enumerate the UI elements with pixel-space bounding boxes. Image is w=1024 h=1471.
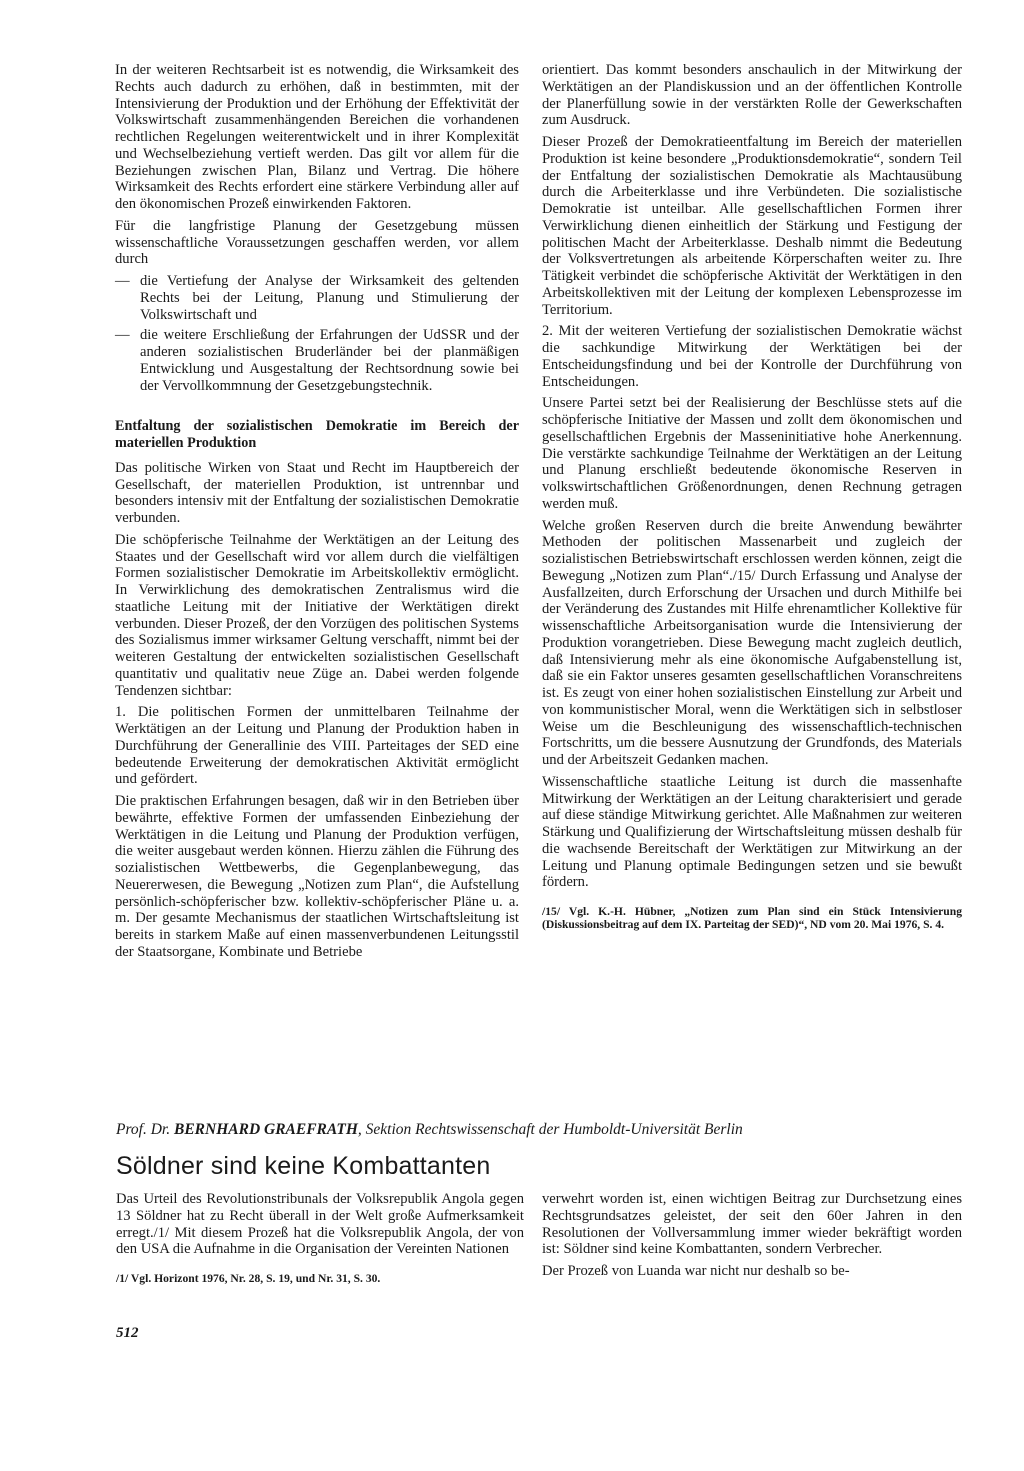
- dash-bullet: —: [115, 327, 130, 344]
- page-number: 512: [116, 1325, 139, 1341]
- paragraph: Wissenschaftliche staatliche Leitung ist durch die massenhafte Mitwirkung der Werktätigen an der Leitung charakterisiert und gerade auf diese ständige Mitwirkung gerichtet. Alle Maßnahmen zur weiteren Stärkung und Qualifizierung der Wirtschaftsleitung müssen deshalb für die wachsende Bereitschaft der Werktätigen zur Mitwirkung an der Leitung und Planung optimale Bedingungen setzen und sie bewußt fördern.: [542, 773, 962, 891]
- author-affiliation: , Sektion Rechtswissenschaft der Humboldt-Universität Berlin: [357, 1121, 743, 1138]
- paragraph: Welche großen Reserven durch die breite Anwendung bewährter Methoden der politischen Massenarbeit und zugleich der sozialistischen Betriebswirtschaft erschlossen werden können, zeigt die Bewegung „Notizen zum Plan“./15/ Durch Erfassung und Analyse der Ausfallzeiten, durch Erforschung der Ursachen und durch Mithilfe bei der Veränderung des Zustandes mit Hilfe ehrenamtlicher Kollektive für wissenschaftliche Arbeitsorganisation wurde die Intensivierung der Produktion vorangetrieben. Diese Bewegung macht zugleich deutlich, daß Intensivierung mehr als eine ökonomische Aufgabenstellung ist, daß sie ein Faktor unseres gesamten gesellschaftlichen Voranschreitens ist. Es zeugt von einer hohen sozialistischen Einstellung zur Arbeit und von kommunistischer Moral, wenn die Werktätigen sich in selbstloser Weise um die Beschleunigung des wissenschaftlich-technischen Fortschritts, um die bessere Ausnutzung der Grundfonds, des Materials und der Arbeitszeit Gedanken machen.: [542, 517, 962, 768]
- list-item: [115, 273, 519, 323]
- paragraph: In der weiteren Rechtsarbeit ist es notwendig, die Wirksamkeit des Rechts auch dadurch zu erhöhen, daß in bestimmten, mit der Intensivierung der Produktion und der Erhöhung der Effektivität der Volkswirtschaft zusammenhängenden Bereichen die vorhandenen rechtlichen Regelungen weiterentwickelt und in ihrer Komplexität und Wechselbeziehung vertieft werden. Das gilt vor allem für die Beziehungen zwischen Plan, Bilanz und Vertrag. Die höhere Wirksamkeit des Rechts erfordert eine stärkere Verbindung aller auf den ökonomischen Prozeß einwirkenden Faktoren.: [115, 62, 519, 212]
- footnote: /15/ Vgl. K.-H. Hübner, „Notizen zum Plan sind ein Stück Intensivierung (Diskussionsbeitrag auf dem IX. Parteitag der SED)“, ND vom 20. Mai 1976, S. 4.: [542, 905, 962, 932]
- paragraph: Das Urteil des Revolutionstribunals der Volksrepublik Angola gegen 13 Söldner hat zu Recht überall in der Welt große Aufmerksamkeit erregt./1/ Mit diesem Prozeß hat die Volksrepublik Angola, der von den USA die Aufnahme in die Organisation der Vereinten Nationen: [116, 1191, 524, 1258]
- list-item: [115, 327, 519, 394]
- paragraph: verwehrt worden ist, einen wichtigen Beitrag zur Durchsetzung eines Rechtsgrundsatzes geleistet, der seit den 60er Jahren in den Resolutionen der Vollversammlung immer wieder bekräftigt worden ist: Söldner sind keine Kombattanten, sondern Verbrecher.: [542, 1191, 962, 1258]
- right-text-column: [542, 62, 962, 936]
- paragraph: 1. Die politischen Formen der unmittelbaren Teilnahme der Werktätigen an der Leitung und Planung der Produktion haben in Durchführung der Generallinie des VIII. Parteitages der SED eine bedeutende Erweiterung der demokratischen Aktivität ermöglicht und gefördert.: [115, 704, 519, 788]
- author-title: Prof. Dr.: [116, 1121, 174, 1138]
- paragraph: orientiert. Das kommt besonders anschaulich in der Mitwirkung der Werktätigen an der Plandiskussion und an der öffentlichen Kontrolle der Planerfüllung sowie in der verstärkten Rolle der Gewerkschaften zum Ausdruck.: [542, 62, 962, 129]
- paragraph: Die schöpferische Teilnahme der Werktätigen an der Leitung des Staates und der Gesellschaft wird vor allem durch die vielfältigen Formen sozialistischer Demokratie im Arbeitskollektiv ermöglicht. In Verwirklichung des demokratischen Zentralismus wird die staatliche Leitung mit der Initiative der Werktätigen direkt verbunden. Dieser Prozeß, der den Vorzügen des politischen Systems des Sozialismus immer wirksamer Geltung verschafft, nimmt bei der weiteren Gestaltung der entwickelten sozialistischen Gesellschaft quantitativ und qualitativ neue Züge an. Dabei werden folgende Tendenzen sichtbar:: [115, 531, 519, 699]
- dash-bullet: —: [115, 273, 130, 289]
- author-name: BERNHARD GRAEFRATH: [174, 1121, 358, 1138]
- paragraph: Unsere Partei setzt bei der Realisierung der Beschlüsse stets auf die schöpferische Initiative der Massen und zollt dem ökonomischen und gesellschaftlichen Ergebnis der Masseninitiative hohe Anerkennung. Die verstärkte sachkundige Teilnahme der Werktätigen an der Leitung und Planung erschließt bedeutende ökonomische Reserven in volkswirtschaftlichen Größenordnungen, denen Rechnung getragen werden muß.: [542, 395, 962, 512]
- left-text-column: [115, 62, 519, 966]
- article-right-column: [542, 1191, 962, 1285]
- article-title: Söldner sind keine Kombattanten: [116, 1152, 491, 1180]
- author-byline: [116, 1121, 966, 1139]
- section-heading: Entfaltung der sozialistischen Demokratie im Bereich der materiellen Produktion: [115, 418, 519, 451]
- paragraph: Das politische Wirken von Staat und Recht im Hauptbereich der Gesellschaft, der materiellen Produktion, ist untrennbar und besonders intensiv mit der Entfaltung der sozialistischen Demokratie verbunden.: [115, 459, 519, 526]
- paragraph: Dieser Prozeß der Demokratieentfaltung im Bereich der materiellen Produktion ist keine besondere „Produktionsdemokratie“, sondern Teil der Entfaltung der sozialistischen Demokratie als Machtausübung durch die Arbeiterklasse und ihre Verbündeten. Die sozialistische Demokratie ist unteilbar. Alle gesellschaftlichen Formen ihrer Verwirklichung dienen einheitlich der Stärkung und Festigung der politischen Macht der Arbeiterklasse. Deshalb nimmt die Bedeutung der Volksvertretungen als arbeitende Körperschaften weiter zu. Ihre Tätigkeit verbindet die schöpferische Aktivität der Werktätigen in den Arbeitskollektiven mit der Leitung der komplexen Lebensprozesse im Territorium.: [542, 134, 962, 318]
- footnote: /1/ Vgl. Horizont 1976, Nr. 28, S. 19, und Nr. 31, S. 30.: [116, 1272, 381, 1285]
- list-item-text: die Vertiefung der Analyse der Wirksamkeit des geltenden Rechts bei der Leitung, Planung und Stimulierung der Volkswirtschaft und: [140, 273, 519, 323]
- list-item-text: die weitere Erschließung der Erfahrungen der UdSSR und der anderen sozialistischen Bruderländer bei der planmäßigen Entwicklung und Ausgestaltung der Rechtsordnung sowie bei der Vervollkommnung der Gesetzgebungstechnik.: [140, 327, 519, 394]
- paragraph: Für die langfristige Planung der Gesetzgebung müssen wissenschaftliche Voraussetzungen geschaffen werden, vor allem durch: [115, 217, 519, 268]
- article-left-column: [116, 1191, 524, 1290]
- paragraph: 2. Mit der weiteren Vertiefung der sozialistischen Demokratie wächst die sachkundige Mitwirkung der Werktätigen bei der Entscheidungsfindung und bei der Kontrolle der Durchführung von Entscheidungen.: [542, 323, 962, 390]
- paragraph: Der Prozeß von Luanda war nicht nur deshalb so be-: [542, 1263, 850, 1279]
- paragraph: Die praktischen Erfahrungen besagen, daß wir in den Betrieben über bewährte, effektive Formen der umfassenden Einbeziehung der Werktätigen in die Leitung und Planung der Produktion verfügen, die weiter ausgebaut werden können. Hierzu zählen die Führung des sozialistischen Wettbewerbs, die Gegenplanbewegung, das Neuererwesen, die Bewegung „Notizen zum Plan“, die Aufstellung persönlich-schöpferischer bzw. kollektiv-schöpferischer Pläne u. a. m. Der gesamte Mechanismus der staatlichen Wirtschaftsleitung ist bereits in starkem Maße auf einen massenverbundenen Leitungsstil der Staatsorgane, Kombinate und Betriebe: [115, 793, 519, 960]
